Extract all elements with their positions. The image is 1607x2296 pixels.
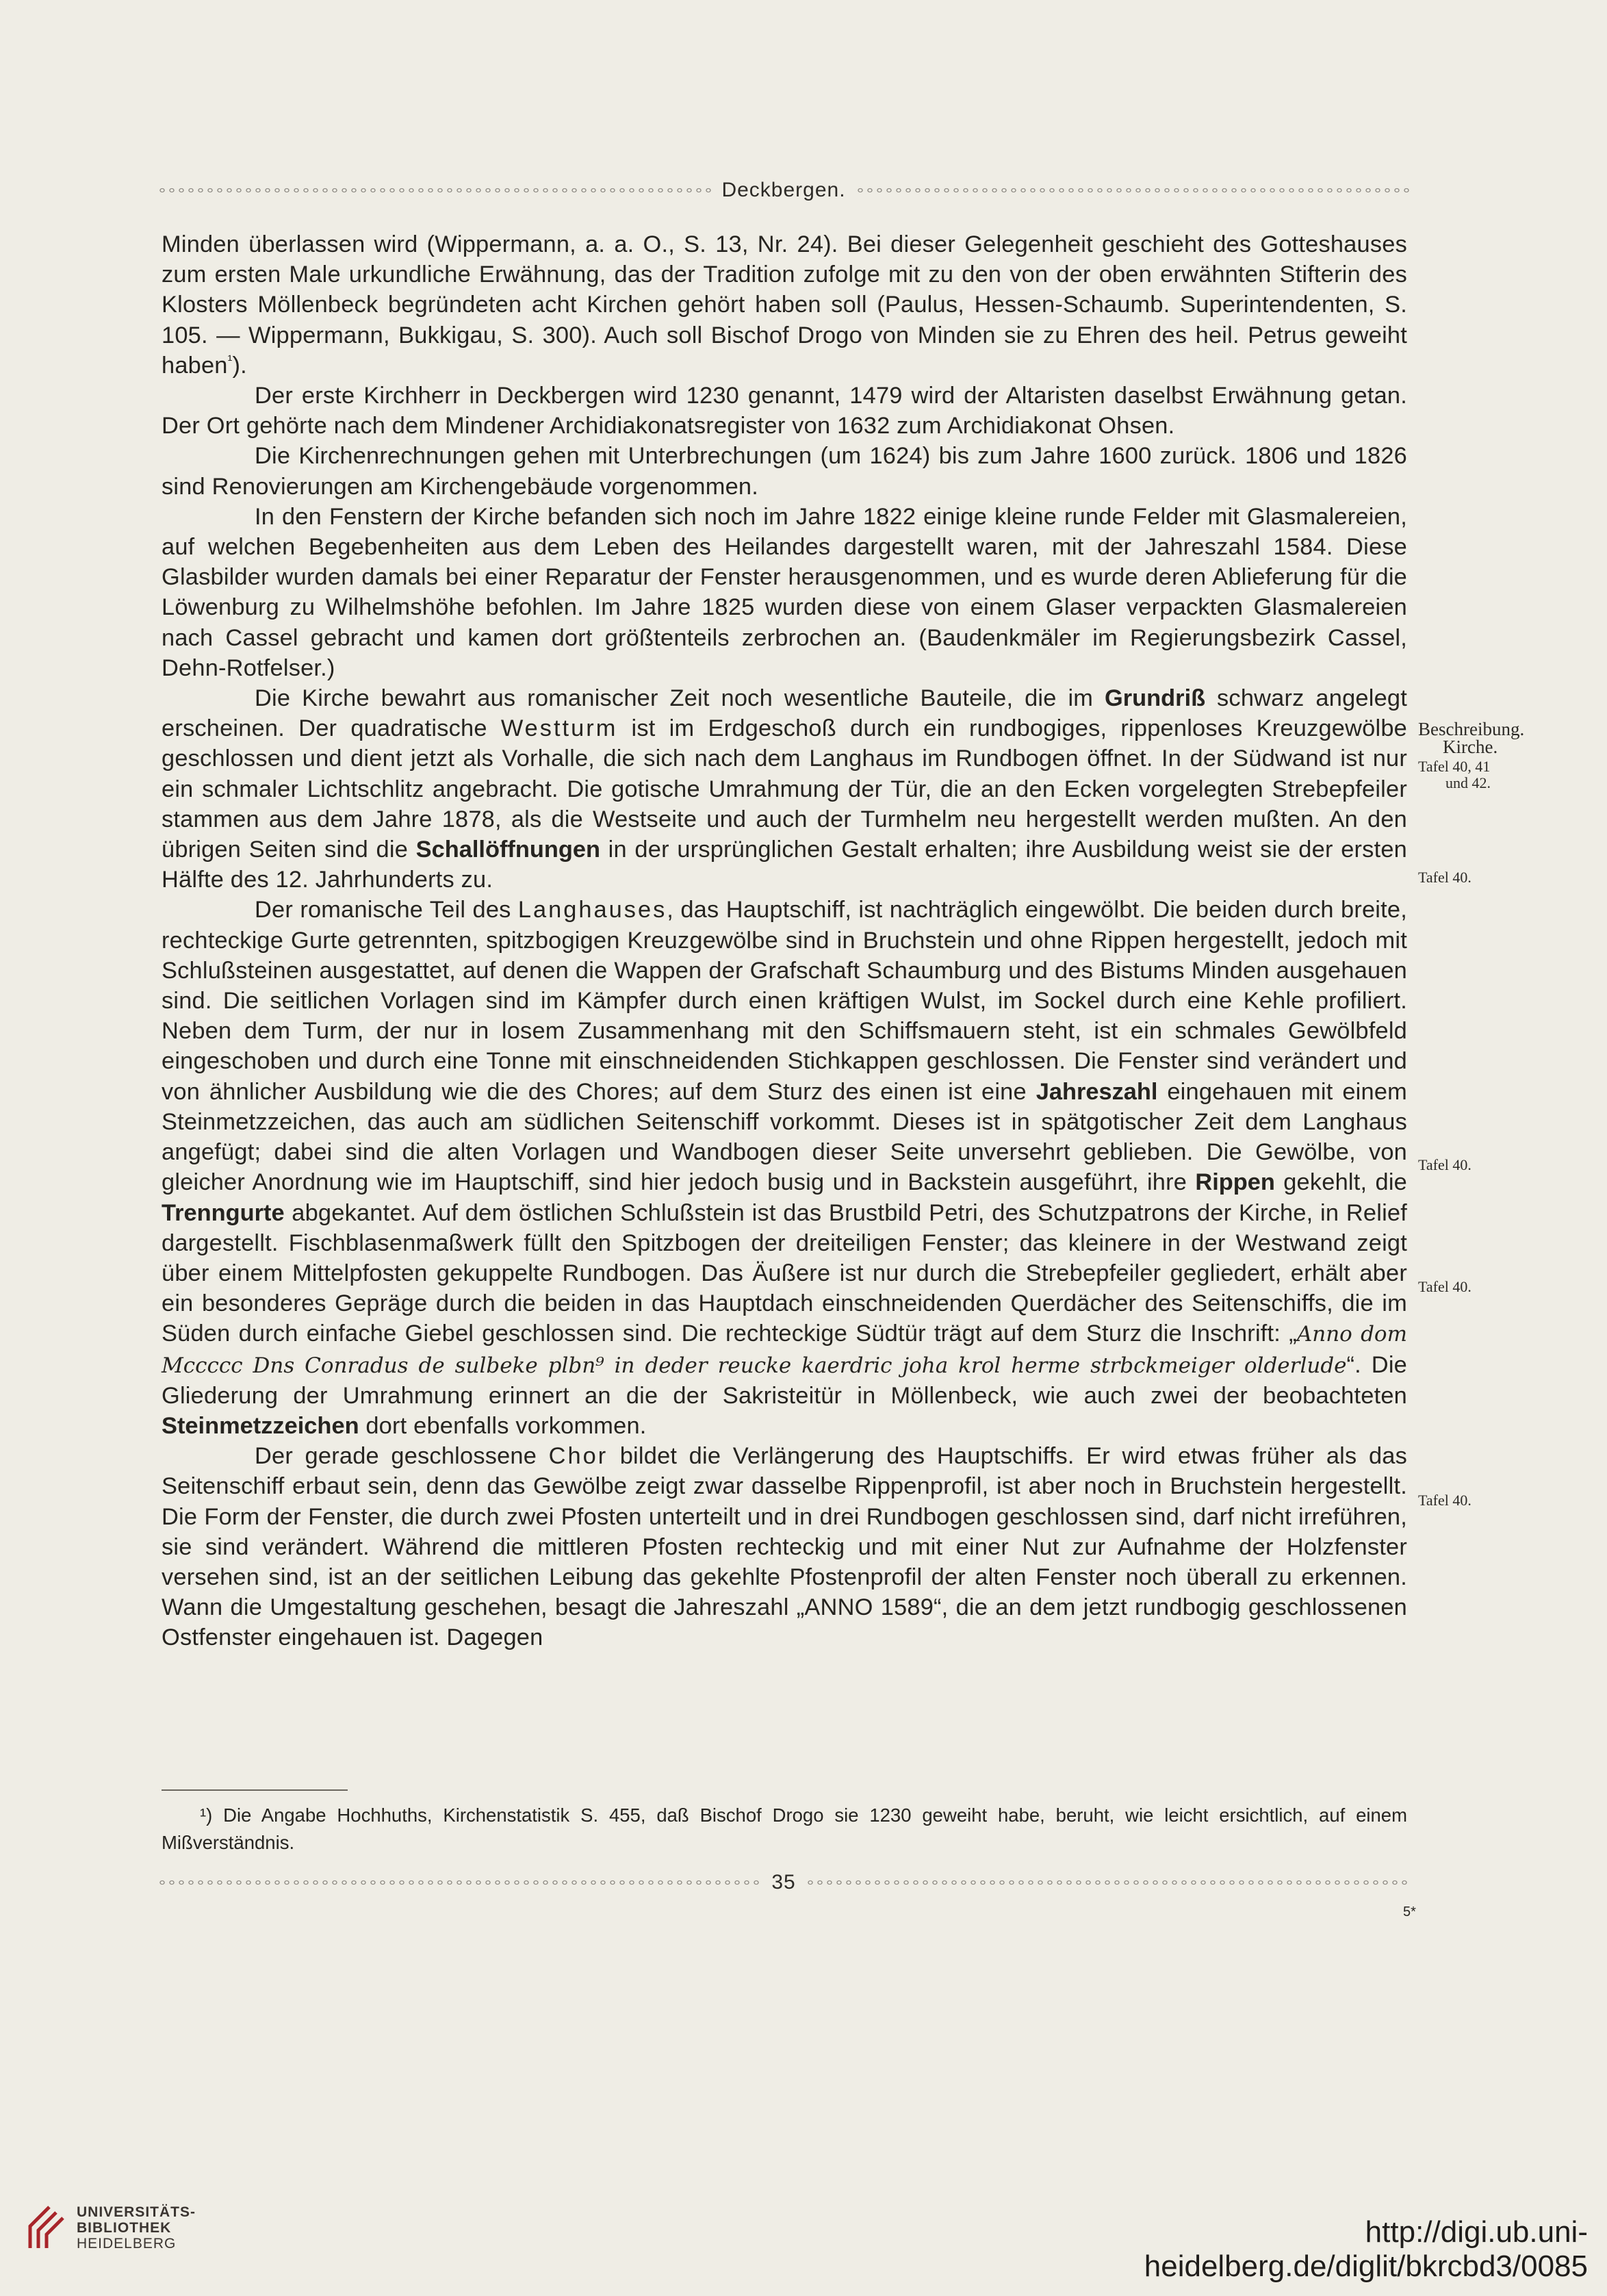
running-header <box>157 177 1410 204</box>
footnote: ¹) Die Angabe Hochhuths, Kirchenstatistik S. 455, daß Bischof Drogo sie 1230 geweiht habe, beruht, wie leicht ersichtlich, auf einem Mißverständnis. <box>162 1804 1407 1853</box>
term-langhauses: Langhauses <box>517 897 667 923</box>
term-grundriss: Grundriß <box>1105 685 1206 712</box>
paragraph-3: Die Kirchenrechnungen gehen mit Unterbrechungen (um 1624) bis zum Jahre 1600 zurück. 1806 und 1826 sind Renovierungen am Kirchengebäude vorgenommen. <box>162 443 1407 500</box>
term-steinmetzzeichen: Steinmetzzeichen <box>162 1412 359 1439</box>
margin-note-beschreibung: Beschreibung. <box>1418 719 1525 739</box>
margin-note-kirche: Kirche. <box>1443 737 1498 757</box>
term-trenngurte: Trenngurte <box>162 1199 285 1226</box>
margin-note-tafel-40: Tafel 40. <box>1418 1278 1471 1295</box>
header-title: Deckbergen. <box>721 179 846 201</box>
library-logo-icon <box>26 2203 67 2252</box>
term-westturm: Westturm <box>500 715 618 742</box>
ornament-right <box>806 1878 1410 1887</box>
ornament-right <box>856 186 1410 195</box>
footnote-rule <box>162 1789 348 1791</box>
term-schalloeffnungen: Schallöffnungen <box>415 837 601 863</box>
margin-note-tafel-40-41: Tafel 40, 41 <box>1418 758 1491 775</box>
running-footer <box>157 1869 1410 1896</box>
footnote-ref: ¹ <box>227 353 233 368</box>
term-chor: Chor <box>548 1443 608 1470</box>
margin-note-und-42: und 42. <box>1445 774 1491 791</box>
ornament-left <box>157 186 712 195</box>
paragraph-6: Der romanische Teil des Langhauses, das Hauptschiff, ist nachträglich eingewölbt. Die beiden durch breite, rechteckige Gurte getrennten, spitzbogigen Kreuzgewölbe sind in Bruchstein und ohne Rippen hergestellt, jedoch mit Schlußsteinen ausgestattet, auf denen die Wappen der Grafschaft Schaumburg und des Bistums Minden ausgehauen sind. Die seitlichen Vorlagen sind im Kämpfer durch einen kräftigen Wulst, im Sockel durch eine Kehle profiliert. Neben dem Turm, der nur in losem Zusammenhang mit den Schiffsmauern steht, ist ein schmales Gewölbfeld eingeschoben und durch eine Tonne mit einschneidenden Stichkappen geschlossen. Die Fenster sind verändert und von ähnlicher Ausbildung wie die des Chores; auf dem Sturz des einen ist eine Jahreszahl eingehauen mit einem Steinmetzzeichen, das auch am südlichen Seitenschiff vorkommt. Dieses ist in spätgotischer Zeit dem Langhaus angefügt; dabei sind die alten Vorlagen und Wandbogen dieser Seite unversehrt geblieben. Die Gewölbe, von gleicher Anordnung wie im Hauptschiff, sind hier jedoch busig und in Backstein ausgeführt, ihre Rippen gekehlt, die Trenngurte abgekantet. Auf dem östlichen Schlußstein ist das Brustbild Petri, des Schutzpatrons der Kirche, in Relief dargestellt. Fischblasenmaßwerk füllt den Spitzbogen der dreiteiligen Fenster; das kleinere in der Westwand zeigt über einem Mittelpfosten gekuppelte Rundbogen. Das Äußere ist nur durch die Strebepfeiler gegliedert, erhält aber ein besonderes Gepräge durch die beiden in das Hauptdach einschneidenden Querdächer des Seitenschiffs, die im Süden durch einfache Giebel geschlossen sind. Die rechteckige Südtür trägt auf dem Sturz die Inschrift: „Anno dom Mccccc Dns Conradus de sulbeke plbn⁹ in deder reucke kaerdric joha krol herme strbckmeiger olderlude“. Die Gliederung der Umrahmung erinnert an die der Sakristeitür in Möllenbeck, wie auch zwei der beobachteten Steinmetzzeichen dort ebenfalls vorkommen. <box>162 897 1408 1439</box>
margin-note-tafel-40: Tafel 40. <box>1418 1492 1471 1509</box>
library-logo-text: UNIVERSITÄTS- BIBLIOTHEK HEIDELBERG <box>77 2204 196 2252</box>
term-rippen: Rippen <box>1195 1169 1275 1196</box>
margin-note-tafel-40: Tafel 40. <box>1418 869 1471 886</box>
paragraph-7: Der gerade geschlossene Chor bildet die Verlängerung des Hauptschiffs. Er wird etwas früher als das Seitenschiff erbaut sein, denn das Gewölbe zeigt zwar dasselbe Rippenprofil, ist aber noch in Bruchstein hergestellt. Die Form der Fenster, die durch zwei Pfosten unterteilt und in drei Rundbogen geschlossen sind, darf nicht irreführen, sie sind verändert. Während die mittleren Pfosten rechteckig und mit einer Nut zur Aufnahme der Holzfenster versehen sind, ist an der seitlichen Leibung das gekehlte Pfostenprofil der alten Fenster noch überall zu erkennen. Wann die Umgestaltung geschehen, besagt die Jahreszahl „ANNO 1589“, die an dem jetzt rundbogig geschlossenen Ostfenster eingehauen ist. Dagegen <box>162 1443 1407 1651</box>
page-number: 35 <box>771 1871 796 1893</box>
paragraph-1: Minden überlassen wird (Wippermann, a. a. O., S. 13, Nr. 24). Bei dieser Gelegenheit geschieht des Gotteshauses zum ersten Male urkundliche Erwähnung, das der Tradition zufolge mit zu den von der oben erwähnten Stifterin des Klosters Möllenbeck begründeten acht Kirchen gehört haben soll (Paulus, Hessen-Schaumb. Superintendenten, S. 105. — Wippermann, Bukkigau, S. 300). Auch soll Bischof Drogo von Minden sie zu Ehren des heil. Petrus geweiht haben$^{^1}$). <box>162 231 1407 379</box>
paragraph-5: Die Kirche bewahrt aus romanischer Zeit noch wesentliche Bauteile, die im Grundriß schwarz angelegt erscheinen. Der quadratische Westturm ist im Erdgeschoß durch ein rundbogiges, rippenloses Kreuzgewölbe geschlossen und dient jetzt als Vorhalle, die sich nach dem Langhaus im Rundbogen öffnet. In der Südwand ist nur ein schmaler Lichtschlitz angebracht. Die gotische Umrahmung der Tür, die an den Ecken vorgelegten Strebepfeiler stammen aus dem Jahre 1878, als die Westseite und auch der Turmhelm neu hergestellt werden mußten. An den übrigen Seiten sind die Schallöffnungen in der ursprünglichen Gestalt erhalten; ihre Ausbildung weist sie der ersten Hälfte des 12. Jahrhunderts zu. <box>162 685 1407 893</box>
paragraph-4: In den Fenstern der Kirche befanden sich noch im Jahre 1822 einige kleine runde Felder mit Glasmalereien, auf welchen Begebenheiten aus dem Leben des Heilandes dargestellt waren, mit der Jahreszahl 1584. Diese Glasbilder wurden damals bei einer Reparatur der Fenster herausgenommen, und es wurde deren Ablieferung für die Löwenburg zu Wilhelmshöhe befohlen. Im Jahre 1825 wurden diese von einem Glaser verpackten Glasmalereien nach Cassel gebracht und kamen dort größtenteils zerbrochen an. (Baudenkmäler im Regierungsbezirk Cassel, Dehn-Rotfelser.) <box>162 503 1407 681</box>
source-url[interactable]: http://digi.ub.uni-heidelberg.de/diglit/bkrcbd3/0085 <box>1144 2215 1588 2283</box>
inscription-text: Anno dom Mccccc Dns Conradus de sulbeke plbn⁹ in deder reucke kaerdric joha krol herme strbckmeiger olderlude <box>162 1322 1407 1378</box>
sheet-signature: 5* <box>1403 1904 1416 1919</box>
library-logo <box>26 2203 196 2252</box>
term-jahreszahl: Jahreszahl <box>1036 1078 1158 1105</box>
body-text <box>162 229 1407 1653</box>
margin-note-tafel-40: Tafel 40. <box>1418 1156 1471 1173</box>
ornament-left <box>157 1878 762 1887</box>
paragraph-2: Der erste Kirchherr in Deckbergen wird 1230 genannt, 1479 wird der Altaristen daselbst Erwähnung getan. Der Ort gehörte nach dem Mindener Archidiakonatsregister von 1632 zum Archidiakonat Ohsen. <box>162 383 1407 439</box>
